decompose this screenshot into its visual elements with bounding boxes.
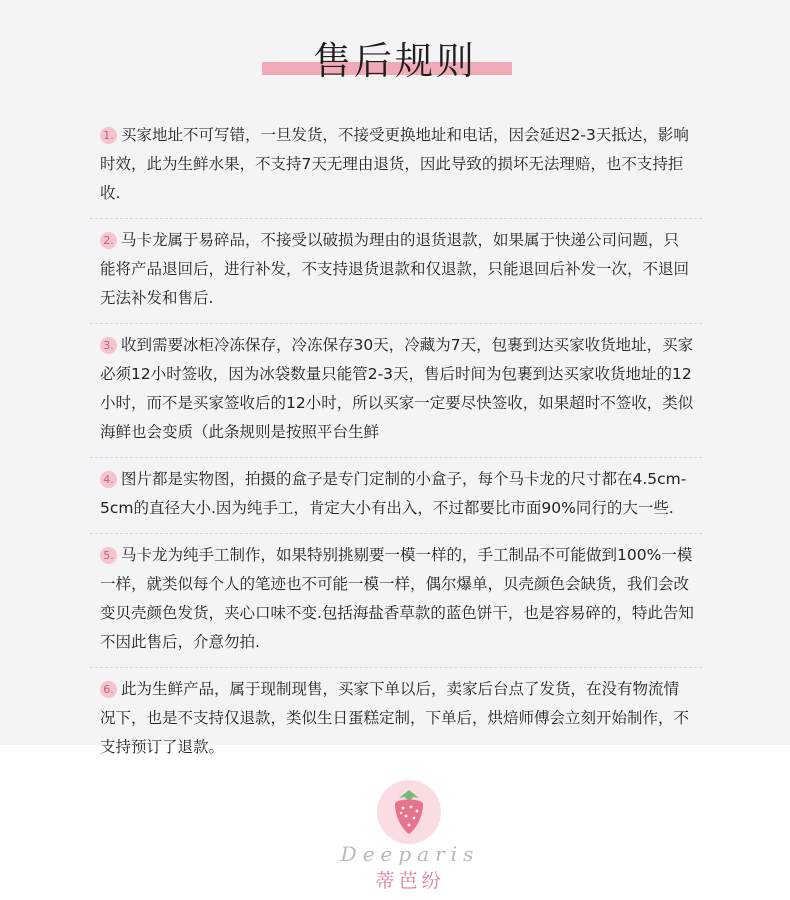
rule-item: [90, 672, 702, 772]
rule-number-badge: 1.: [100, 127, 117, 144]
brand-chinese-name: 蒂芭纷: [375, 870, 445, 892]
brand-logo: [330, 780, 490, 895]
rule-number-badge: 6.: [100, 681, 117, 698]
rule-text: 图片都是实物图，拍摄的盒子是专门定制的小盒子，每个马卡龙的尺寸都在4.5cm-5cm的直径大小.因为纯手工，肯定大小有出入，不过都要比市面90%同行的大一些.: [100, 470, 687, 517]
page-title: 售后规则: [312, 39, 477, 83]
rule-item: [90, 328, 702, 458]
rule-number-badge: 5.: [100, 547, 117, 564]
rule-item: [90, 223, 702, 324]
logo-circle: [377, 780, 441, 844]
rule-item: [90, 118, 702, 219]
rule-text: 此为生鲜产品，属于现制现售，买家下单以后，卖家后台点了发货，在没有物流情况下，也是不支持仅退款，类似生日蛋糕定制，下单后，烘焙师傅会立刻开始制作，不支持预订了退款。: [100, 680, 690, 756]
rule-number-badge: 2.: [100, 232, 117, 249]
rule-text: 收到需要冰柜冷冻保存，冷冻保存30天，冷藏为7天，包裹到达买家收货地址，买家必须12小时签收，因为冰袋数量只能管2-3天，售后时间为包裹到达买家收货地址的12小时，而不是买家签收后的12小时，所以买家一定要尽快签收，如果超时不签收，类似海鲜也会变质（此条规则是按照平台生鲜: [100, 336, 694, 441]
brand-script-name: Deeparis: [340, 842, 480, 866]
rule-number-badge: 4.: [100, 471, 117, 488]
rules-list: [90, 118, 702, 776]
rule-text: 马卡龙属于易碎品，不接受以破损为理由的退货退款，如果属于快递公司问题，只能将产品退回后，进行补发，不支持退货退款和仅退款，只能退回后补发一次，不退回无法补发和售后.: [100, 231, 690, 307]
rule-text: 马卡龙为纯手工制作，如果特别挑剔要一模一样的，手工制品不可能做到100%一模一样，就类似每个人的笔迹也不可能一模一样，偶尔爆单，贝壳颜色会缺货，我们会改变贝壳颜色发货，夹心口味不变.包括海盐香草款的蓝色饼干，也是容易碎的，特此告知不因此售后，介意勿拍.: [100, 546, 694, 651]
rule-item: [90, 538, 702, 668]
rule-text: 买家地址不可写错，一旦发货，不接受更换地址和电话，因会延迟2-3天抵达，影响时效，此为生鲜水果，不支持7天无理由退货，因此导致的损坏无法理赔，也不支持拒收.: [100, 126, 689, 202]
rule-item: [90, 462, 702, 534]
strawberry-icon: [377, 780, 441, 844]
rule-number-badge: 3.: [100, 337, 117, 354]
title-wrap: [0, 30, 790, 85]
